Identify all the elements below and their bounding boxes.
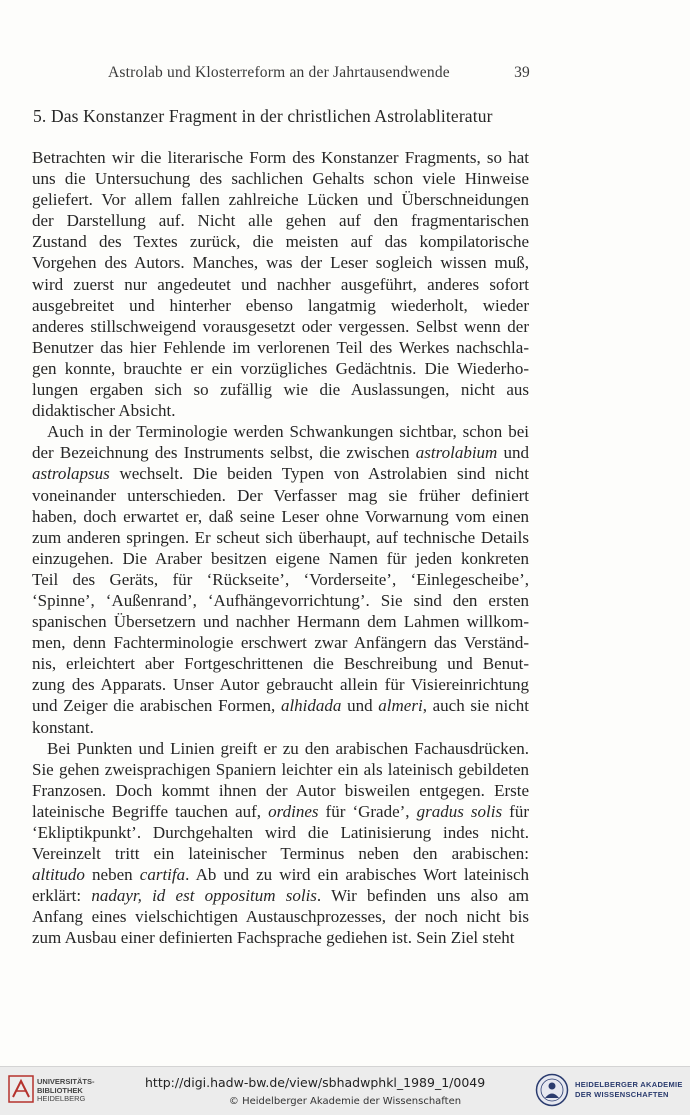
library-name-line-3: HEIDELBERG bbox=[37, 1094, 86, 1103]
section-heading: 5. Das Konstanzer Fragment in der christlichen Astrolabliteratur bbox=[33, 106, 493, 126]
text-line: Sie gehen zweisprachigen Spaniern leichter ein als lateinisch gebildeten bbox=[32, 759, 529, 779]
paragraph-3 bbox=[32, 738, 529, 949]
text-line: zum Ausbau einer definierten Fachsprache gediehen ist. Sein Ziel steht bbox=[32, 928, 515, 948]
page-number: 39 bbox=[514, 64, 530, 81]
text-line: ‘Spinne’, ‘Außenrand’, ‘Aufhängevorrichtung’. Sie sind den ersten bbox=[32, 590, 529, 610]
text-line: ausgebreitet und hinterher ebenso langatmig wiederholt, wieder bbox=[32, 295, 529, 315]
body-text bbox=[32, 147, 529, 949]
running-header bbox=[108, 64, 530, 82]
running-title: Astrolab und Klosterreform an der Jahrtausendwende bbox=[108, 64, 450, 81]
paragraph-1 bbox=[32, 147, 529, 421]
academy-name bbox=[575, 1080, 683, 1099]
text-line: zung des Apparats. Unser Autor gebraucht allein für Visiereinrichtung bbox=[32, 675, 529, 695]
digitization-footer bbox=[0, 1066, 690, 1115]
library-name-line-1: UNIVERSITÄTS- bbox=[37, 1077, 95, 1086]
text-line: Betrachten wir die literarische Form des Konstanzer Fragments, so hat bbox=[32, 148, 529, 167]
text-line: erklärt: nadayr, id est oppositum solis. Wir befinden uns also am bbox=[32, 886, 529, 906]
text-line: lateinische Begriffe tauchen auf, ordines für ‘Grade’, gradus solis für bbox=[32, 801, 529, 821]
text-line: einzugehen. Die Araber besitzen eigene Namen für jeden konkreten bbox=[32, 548, 529, 568]
text-line: anderes stillschweigend vorausgesetzt oder vergessen. Selbst wenn der bbox=[32, 316, 529, 336]
text-line: Vereinzelt tritt ein lateinischer Terminus neben den arabischen: bbox=[32, 844, 529, 864]
text-line: altitudo neben cartifa. Ab und zu wird ein arabisches Wort lateinisch bbox=[32, 865, 529, 885]
paragraph-2 bbox=[32, 421, 529, 737]
text-line: men, denn Fachterminologie erschwert zwar Anfängern das Verständ- bbox=[32, 633, 529, 653]
text-line: gen konnte, brauchte er ein vorzügliches Gedächtnis. Die Wiederho- bbox=[32, 358, 529, 378]
text-line: Bei Punkten und Linien greift er zu den arabischen Fachausdrücken. bbox=[47, 738, 529, 758]
text-line: Anfang eines vielschichtigen Austauschprozesses, der noch nicht bis bbox=[32, 907, 529, 927]
text-line: uns die Untersuchung des sachlichen Gehalts schon viele Hinweise bbox=[32, 169, 529, 189]
text-line: lungen ergaben sich so zufällig wie die Auslassungen, nicht aus bbox=[32, 380, 529, 400]
text-line: Benutzer das hier Fehlende im verlorenen Teil des Werkes nachschla- bbox=[32, 337, 529, 357]
text-line: didaktischer Absicht. bbox=[32, 401, 176, 421]
text-line: der Darstellung auf. Nicht alle gehen auf den fragmentarischen bbox=[32, 211, 529, 231]
text-line: Zustand des Textes zurück, die meisten auf das kompilatorische bbox=[32, 232, 529, 252]
text-line: der Bezeichnung des Instruments selbst, die zwischen astrolabium und bbox=[32, 443, 530, 463]
text-line: Teil des Geräts, für ‘Rückseite’, ‘Vorderseite’, ‘Einlegescheibe’, bbox=[32, 569, 529, 589]
text-line: zum anderen springen. Er scheut sich überhaupt, auf technische Details bbox=[32, 527, 529, 547]
text-line: Auch in der Terminologie werden Schwankungen sichtbar, schon bei bbox=[47, 422, 529, 442]
text-line: und Zeiger die arabischen Formen, alhidada und almeri, auch sie nicht bbox=[32, 696, 529, 716]
permalink-url[interactable]: http://digi.hadw-bw.de/view/sbhadwphkl_1989_1/0049 bbox=[145, 1075, 486, 1090]
text-line: Franzosen. Doch kommt ihnen der Autor bisweilen entgegen. Erste bbox=[32, 780, 529, 800]
academy-name-line-2: DER WISSENSCHAFTEN bbox=[575, 1089, 669, 1099]
text-line: astrolapsus wechselt. Die beiden Typen von Astrolabien sind nicht bbox=[32, 464, 529, 484]
text-line: geliefert. Vor allem fallen zahlreiche Lücken und Überschneidungen bbox=[32, 190, 529, 210]
text-line: voneinander unterschieden. Der Verfasser mag sie früher definiert bbox=[32, 485, 529, 505]
text-line: spanischen Übersetzern und nachher Hermann dem Lahmen willkom- bbox=[32, 612, 529, 632]
text-line: ‘Ekliptikpunkt’. Durchgehalten wird die Latinisierung indes nicht. bbox=[32, 823, 529, 842]
text-line: nis, erleichtert aber Fortgeschrittenen die Beschreibung und Benut- bbox=[32, 654, 529, 674]
academy-name-line-1: HEIDELBERGER AKADEMIE bbox=[575, 1080, 683, 1089]
copyright-notice: © Heidelberger Akademie der Wissenschaften bbox=[228, 1096, 462, 1107]
text-line: haben, doch erwartet er, daß seine Leser ohne Vorwarnung vom einen bbox=[32, 506, 529, 526]
academy-seal-icon bbox=[535, 1073, 569, 1107]
text-line: konstant. bbox=[32, 717, 94, 737]
library-name-line-2: BIBLIOTHEK bbox=[37, 1085, 83, 1095]
text-line: Vorgehen des Autors. Manches, was der Leser sogleich wissen muß, bbox=[32, 253, 529, 273]
text-line: wird zuerst nur angedeutet und nachher ausgeführt, anderes sofort bbox=[32, 274, 529, 294]
